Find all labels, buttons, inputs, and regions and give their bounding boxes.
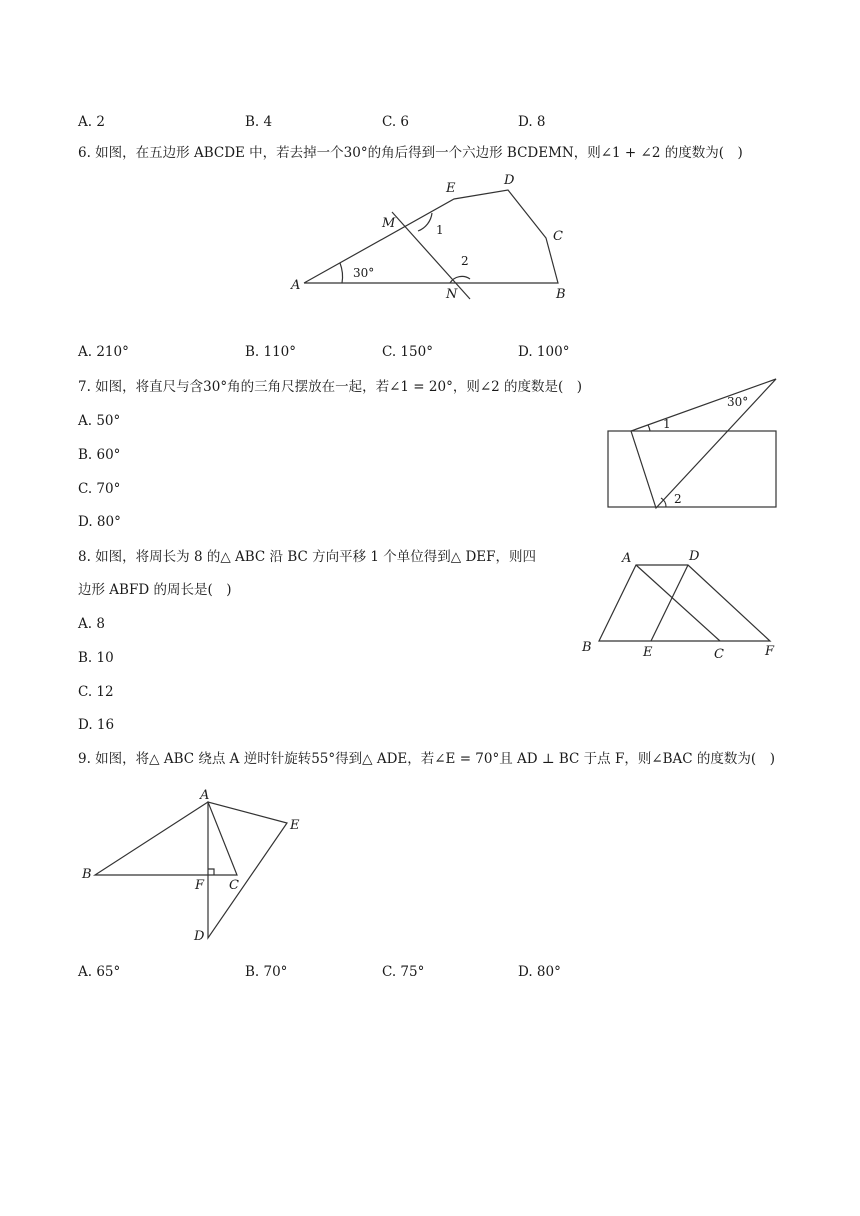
- q8-label-f: F: [765, 644, 775, 659]
- q9-stem: 9. 如图，将△ ABC 绕点 A 逆时针旋转55°得到△ ADE，若∠E = 70°且 AD ⊥ BC 于点 F，则∠BAC 的度数为( ): [78, 751, 775, 767]
- q9-triangle-abc: [95, 802, 237, 875]
- q7-label-1: 1: [663, 417, 671, 431]
- q9-option-b: B. 70°: [245, 964, 288, 980]
- q5-option-b: B. 4: [245, 114, 273, 130]
- q6-stem: 6. 如图，在五边形 ABCDE 中，若去掉一个30°的角后得到一个六边形 BCDEMN，则∠1 + ∠2 的度数为( ): [78, 145, 743, 161]
- q9-label-c: C: [229, 878, 239, 893]
- q8-option-d: D. 16: [78, 717, 115, 733]
- q7-label-angle: 30°: [727, 395, 749, 409]
- q6-label-e: E: [446, 181, 456, 196]
- q8-label-e: E: [643, 645, 653, 660]
- q5-option-a: A. 2: [78, 114, 105, 130]
- q9-option-d: D. 80°: [518, 964, 561, 980]
- q9-label-e: E: [290, 818, 300, 833]
- q9-triangle-ade: [208, 802, 287, 938]
- q8-option-a: A. 8: [78, 616, 105, 632]
- q7-label-2: 2: [674, 492, 682, 506]
- q9-right-angle-mark: [208, 869, 214, 875]
- q6-option-b: B. 110°: [245, 344, 297, 360]
- q7-option-d: D. 80°: [78, 514, 121, 530]
- q8-option-c: C. 12: [78, 684, 114, 700]
- q8-label-c: C: [714, 647, 724, 662]
- q5-option-d: D. 8: [518, 114, 546, 130]
- q8-stem-line1: 8. 如图，将周长为 8 的△ ABC 沿 BC 方向平移 1 个单位得到△ DEF，则四: [78, 549, 537, 565]
- q6-label-c: C: [553, 229, 563, 244]
- q9-label-f: F: [195, 878, 205, 893]
- q6-label-1: 1: [436, 223, 444, 237]
- q7-option-b: B. 60°: [78, 447, 121, 463]
- q7-option-c: C. 70°: [78, 481, 121, 497]
- q6-label-d: D: [504, 173, 515, 188]
- q9-label-b: B: [82, 867, 92, 882]
- q9-option-c: C. 75°: [382, 964, 425, 980]
- q6-label-2: 2: [461, 254, 469, 268]
- q7-stem: 7. 如图，将直尺与含30°角的三角尺摆放在一起，若∠1 = 20°，则∠2 的度数是( ): [78, 379, 583, 395]
- q9-label-d: D: [194, 929, 205, 944]
- q5-option-c: C. 6: [382, 114, 410, 130]
- q7-option-a: A. 50°: [78, 413, 121, 429]
- q6-label-n: N: [446, 287, 458, 302]
- q9-label-a: A: [200, 788, 210, 803]
- q6-option-a: A. 210°: [78, 344, 129, 360]
- q8-stem-line2: 边形 ABFD 的周长是( ): [78, 582, 232, 598]
- q9-option-a: A. 65°: [78, 964, 121, 980]
- q6-option-c: C. 150°: [382, 344, 433, 360]
- q8-label-a: A: [622, 551, 632, 566]
- q6-label-angle: 30°: [353, 266, 375, 280]
- q6-label-a: A: [291, 278, 301, 293]
- q6-label-m: M: [382, 216, 396, 231]
- q8-label-d: D: [689, 549, 700, 564]
- q8-label-b: B: [582, 640, 592, 655]
- q6-option-d: D. 100°: [518, 344, 570, 360]
- q6-label-b: B: [556, 287, 566, 302]
- q8-option-b: B. 10: [78, 650, 114, 666]
